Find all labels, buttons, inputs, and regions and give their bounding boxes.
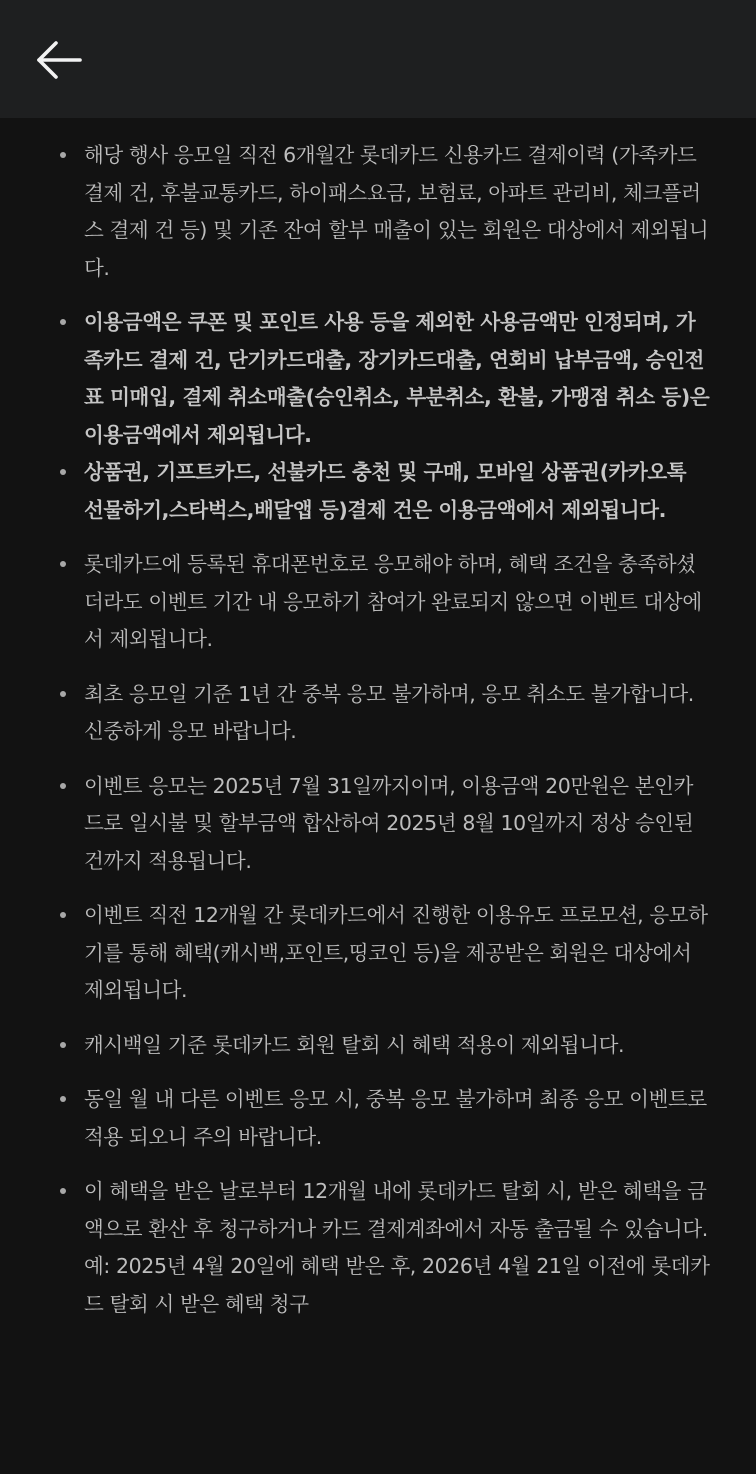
bullet-dot — [60, 912, 66, 918]
notice-item — [0, 304, 756, 454]
bullet-dot — [60, 783, 66, 789]
event-notice-content — [0, 118, 756, 1474]
notice-list — [0, 137, 756, 1340]
notice-item — [0, 1027, 756, 1065]
notice-text: 이벤트 직전 12개월 간 롯데카드에서 진행한 이용유도 프로모션, 응모하기를 통해 혜택(캐시백,포인트,띵코인 등)을 제공받은 회원은 대상에서 제외됩니다. — [84, 903, 708, 1002]
bullet-dot — [60, 1042, 66, 1048]
notice-text: 이 혜택을 받은 날로부터 12개월 내에 롯데카드 탈회 시, 받은 혜택을 금액으로 환산 후 청구하거나 카드 결제계좌에서 자동 출금될 수 있습니다. — [84, 1179, 708, 1241]
notice-text: 롯데카드에 등록된 휴대폰번호로 응모해야 하며, 혜택 조건을 충족하셨더라도 이벤트 기간 내 응모하기 참여가 완료되지 않으면 이벤트 대상에서 제외됩니다. — [84, 552, 702, 651]
notice-text: 상품권, 기프트카드, 선불카드 충천 및 구매, 모바일 상품권(카카오톡 선물하기,스타벅스,배달앱 등)결제 건은 이용금액에서 제외됩니다. — [84, 460, 687, 522]
notice-example: 예: 2025년 4월 20일에 혜택 받은 후, 2026년 4월 21일 이전에 롯데카드 탈회 시 받은 혜택 청구 — [84, 1254, 710, 1316]
back-button[interactable] — [30, 34, 88, 86]
notice-item — [0, 1081, 756, 1156]
notice-item — [0, 137, 756, 287]
notice-text: 동일 월 내 다른 이벤트 응모 시, 중복 응모 불가하며 최종 응모 이벤트로 적용 되오니 주의 바랍니다. — [84, 1087, 707, 1149]
bullet-dot — [60, 691, 66, 697]
notice-item — [0, 454, 756, 529]
bullet-dot — [60, 561, 66, 567]
notice-item — [0, 676, 756, 751]
notice-text: 캐시백일 기준 롯데카드 회원 탈회 시 혜택 적용이 제외됩니다. — [84, 1032, 625, 1057]
bullet-dot — [60, 469, 66, 475]
notice-item — [0, 1173, 756, 1323]
notice-item — [0, 546, 756, 659]
notice-text: 최초 응모일 기준 1년 간 중복 응모 불가하며, 응모 취소도 불가합니다. 신중하게 응모 바랍니다. — [84, 681, 694, 743]
notice-item — [0, 768, 756, 881]
bullet-dot — [60, 319, 66, 325]
notice-text: 해당 행사 응모일 직전 6개월간 롯데카드 신용카드 결제이력 (가족카드 결제 건, 후불교통카드, 하이패스요금, 보험료, 아파트 관리비, 체크플러스 결제 건 등) 및 기존 잔여 할부 매출이 있는 회원은 대상에서 제외됩니다. — [84, 143, 709, 280]
top-app-bar — [0, 0, 756, 118]
bullet-dot — [60, 152, 66, 158]
arrow-left-icon — [30, 34, 88, 86]
notice-text: 이용금액은 쿠폰 및 포인트 사용 등을 제외한 사용금액만 인정되며, 가족카드 결제 건, 단기카드대출, 장기카드대출, 연회비 납부금액, 승인전표 미매입, 결제 취소매출(승인취소, 부분취소, 환불, 가맹점 취소 등)은 이용금액에서 제외됩니다. — [84, 310, 710, 447]
bullet-dot — [60, 1188, 66, 1194]
notice-text: 이벤트 응모는 2025년 7월 31일까지이며, 이용금액 20만원은 본인카드로 일시불 및 할부금액 합산하여 2025년 8월 10일까지 정상 승인된 건까지 적용됩니다. — [84, 773, 694, 873]
bullet-dot — [60, 1096, 66, 1102]
notice-item — [0, 897, 756, 1010]
